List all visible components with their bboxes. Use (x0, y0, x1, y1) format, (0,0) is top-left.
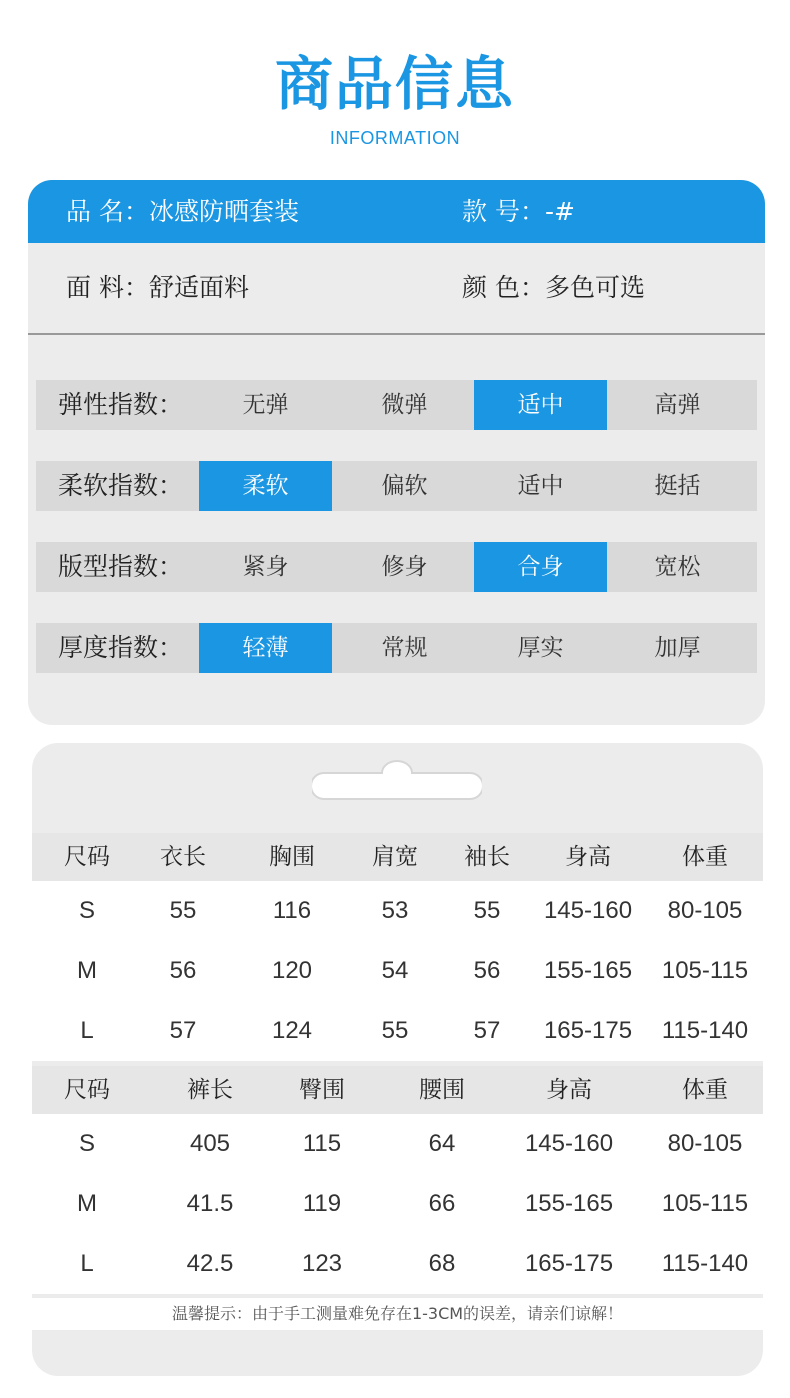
column-header: 体重 (682, 844, 728, 870)
table-cell: 165-175 (543, 1017, 633, 1044)
product-color: 颜 色：多色可选 (462, 273, 645, 302)
table-cell: 42.5 (186, 1250, 234, 1277)
table-row (32, 941, 763, 1001)
table-header-row (32, 833, 763, 881)
table-cell: 64 (428, 1130, 456, 1157)
column-header: 身高 (565, 844, 611, 870)
column-header: 体重 (682, 1077, 728, 1103)
table-cell: 56 (473, 957, 501, 984)
table-cell: 145-160 (543, 897, 633, 924)
table-cell: 55 (381, 1017, 409, 1044)
table-cell: 155-165 (524, 1190, 614, 1217)
index-option: 紧身 (242, 554, 289, 580)
index-row (36, 623, 757, 673)
table-cell: 68 (428, 1250, 456, 1277)
top-size-table (32, 833, 763, 1061)
page-subtitle: INFORMATION (329, 128, 461, 148)
table-cell: 57 (473, 1017, 501, 1044)
index-row (36, 461, 757, 511)
size-chart-panel (32, 743, 763, 1376)
index-option-selected: 适中 (474, 380, 607, 430)
table-cell: 123 (301, 1250, 343, 1277)
index-label: 柔软指数： (58, 471, 184, 500)
table-cell: 116 (272, 897, 312, 924)
index-option: 修身 (381, 554, 428, 580)
index-option: 常规 (381, 635, 428, 661)
page-header (0, 48, 790, 149)
column-header: 衣长 (160, 844, 206, 870)
product-info-header (28, 180, 765, 243)
table-cell: 66 (428, 1190, 456, 1217)
index-label: 版型指数： (58, 552, 184, 581)
index-option: 宽松 (654, 554, 701, 580)
table-cell: S (78, 897, 96, 924)
index-list (36, 380, 757, 704)
column-header: 臀围 (299, 1077, 345, 1103)
measurement-note: 温馨提示：由于手工测量难免存在1-3CM的误差，请亲们谅解！ (32, 1298, 763, 1330)
table-cell: 55 (473, 897, 501, 924)
index-option: 高弹 (654, 392, 701, 418)
table-cell: S (78, 1130, 96, 1157)
column-header: 胸围 (269, 844, 315, 870)
table-row (32, 1174, 763, 1234)
index-option: 无弹 (242, 392, 289, 418)
index-option: 加厚 (654, 635, 701, 661)
index-option: 挺括 (654, 473, 701, 499)
table-row (32, 1234, 763, 1294)
table-cell: 80-105 (667, 897, 743, 924)
product-info-row (28, 243, 765, 335)
index-option-selected: 合身 (474, 542, 607, 592)
table-header-row (32, 1066, 763, 1114)
table-cell: 145-160 (524, 1130, 614, 1157)
column-header: 肩宽 (372, 844, 418, 870)
index-label: 弹性指数： (58, 390, 184, 419)
index-row (36, 542, 757, 592)
table-cell: 119 (302, 1190, 342, 1217)
table-row (32, 881, 763, 941)
column-header: 裤长 (187, 1077, 233, 1103)
table-cell: L (80, 1017, 94, 1044)
table-row (32, 1001, 763, 1061)
table-cell: 124 (271, 1017, 313, 1044)
table-cell: M (77, 1190, 97, 1217)
table-cell: M (77, 957, 97, 984)
index-option-selected: 轻薄 (199, 623, 332, 673)
column-header: 尺码 (64, 844, 110, 870)
table-cell: 41.5 (186, 1190, 234, 1217)
table-cell: 155-165 (543, 957, 633, 984)
index-option-selected: 柔软 (199, 461, 332, 511)
table-cell: 80-105 (667, 1130, 743, 1157)
product-name: 品 名：冰感防晒套装 (66, 197, 299, 226)
index-label: 厚度指数： (58, 633, 184, 662)
table-cell: 57 (169, 1017, 197, 1044)
table-cell: 54 (381, 957, 409, 984)
index-option: 适中 (517, 473, 564, 499)
page-title: 商品信息 (274, 50, 515, 118)
table-cell: 165-175 (524, 1250, 614, 1277)
column-header: 腰围 (419, 1077, 465, 1103)
table-cell: 115 (302, 1130, 342, 1157)
table-cell: L (80, 1250, 94, 1277)
column-header: 袖长 (464, 844, 510, 870)
index-option: 微弹 (381, 392, 428, 418)
bottom-size-table (32, 1066, 763, 1294)
table-cell: 105-115 (661, 957, 749, 984)
product-model: 款 号：-# (462, 197, 575, 226)
hanger-tab-icon (312, 743, 482, 803)
table-cell: 56 (169, 957, 197, 984)
table-cell: 120 (271, 957, 313, 984)
column-header: 身高 (546, 1077, 592, 1103)
table-cell: 105-115 (661, 1190, 749, 1217)
index-option: 偏软 (381, 473, 428, 499)
table-cell: 115-140 (661, 1017, 749, 1044)
table-cell: 55 (169, 897, 197, 924)
product-info-card (28, 180, 765, 725)
index-option: 厚实 (517, 635, 564, 661)
table-cell: 53 (381, 897, 409, 924)
column-header: 尺码 (64, 1077, 110, 1103)
index-row (36, 380, 757, 430)
product-fabric: 面 料：舒适面料 (66, 273, 249, 302)
table-row (32, 1114, 763, 1174)
table-cell: 115-140 (661, 1250, 749, 1277)
table-cell: 405 (189, 1130, 231, 1157)
